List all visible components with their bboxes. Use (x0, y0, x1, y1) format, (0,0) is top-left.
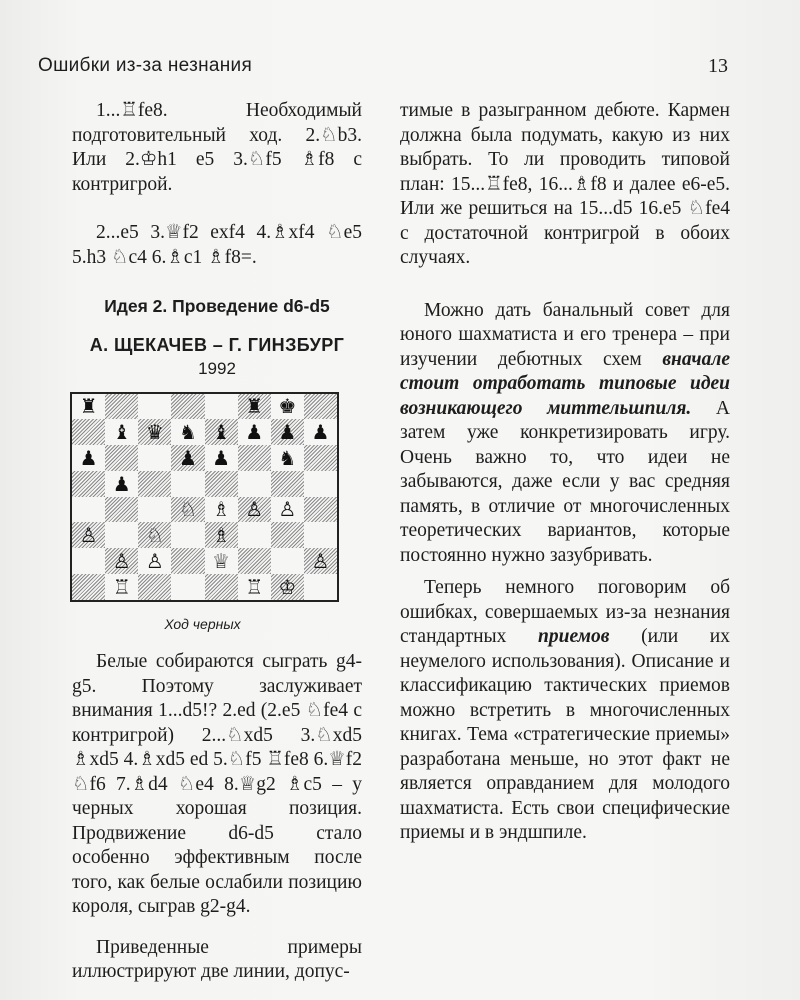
square-f2 (238, 548, 271, 574)
square-d5 (171, 471, 204, 497)
chess-piece: ♖ (245, 574, 264, 599)
advice-text-end: А затем уже конкретизировать игру. Очень важно то, что идеи не забываются, даже если у вас средняя память, в отличие от многочисленных теоретических вариантов, которые постоянно нужно зазубривать. (400, 397, 730, 566)
square-e3 (205, 522, 238, 548)
advice-emphasis: вначале стоит отработать типовые идеи возникающего миттельшпиля. (400, 348, 730, 419)
square-d3 (171, 522, 204, 548)
chess-piece: ♝ (112, 420, 131, 445)
square-f7 (238, 419, 271, 445)
square-e5 (205, 471, 238, 497)
square-b6 (105, 445, 138, 471)
paragraph-move-fe8: 1...♖fe8. Необходимый подготовительный ход. 2.♘b3. Или 2.♔h1 e5 3.♘f5 ♗f8 с контригрой. (72, 100, 362, 195)
square-c3 (138, 522, 171, 548)
paragraph-continuation: тимые в разыгранном дебюте. Кармен должна была подумать, какую из них выбрать. То ли проводить типовой план: 15...♖fe8, 16...♗f8 и далее e6-e5. Или же решиться на 15...d5 16.e5 ♘fe4 с достаточной контригрой в обоих случаях. (400, 100, 730, 268)
square-c7 (138, 419, 171, 445)
errors-emphasis: приемов (538, 626, 610, 647)
chess-piece: ♞ (278, 445, 297, 470)
chess-board (70, 392, 339, 602)
square-b1 (105, 574, 138, 600)
square-b7 (105, 419, 138, 445)
square-e1 (205, 574, 238, 600)
square-e6 (205, 445, 238, 471)
chess-piece: ♙ (278, 497, 297, 522)
square-f6 (238, 445, 271, 471)
square-c5 (138, 471, 171, 497)
square-f8 (238, 394, 271, 420)
chess-piece: ♟ (212, 445, 231, 470)
square-g5 (271, 471, 304, 497)
square-d7 (171, 419, 204, 445)
square-g2 (271, 548, 304, 574)
paragraph-analysis: Белые собираются сыграть g4-g5. Поэтому заслуживает внимания 1...d5!? 2.ed (2.e5 ♘fe4 с контригрой) 2...♘xd5 3.♘xd5 ♗xd5 4.♗xd5 ed 5.♘f5 ♖fe8 6.♕f2 ♘f6 7.♗d4 ♘e4 8.♕g2 ♗c5 – у черных хорошая позиция. Продвижение d6-d5 стало особенно эффективным после того, как белые ослабили позицию короля, сыграв g2-g4. (72, 651, 362, 917)
square-c1 (138, 574, 171, 600)
square-g7 (271, 419, 304, 445)
left-column (72, 99, 362, 985)
square-h3 (304, 522, 337, 548)
square-h7 (304, 419, 337, 445)
square-g8 (271, 394, 304, 420)
chess-piece: ♟ (278, 420, 297, 445)
square-d4 (171, 497, 204, 523)
square-e8 (205, 394, 238, 420)
paragraph-advice (400, 299, 730, 569)
right-column (400, 99, 730, 846)
square-f4 (238, 497, 271, 523)
chess-piece: ♖ (112, 574, 131, 599)
chess-piece: ♘ (178, 497, 197, 522)
square-a5 (72, 471, 105, 497)
square-g1 (271, 574, 304, 600)
errors-text-end: (или их неумелого использования). Описание и классификацию тактических приемов можно встретить в многочисленных книгах. Тема «стратегические приемы» разработана меньше, но этот факт не является оправданием для молодого шахматиста. Есть свои специфические приемы и в эндшпиле. (400, 626, 730, 843)
square-a2 (72, 548, 105, 574)
paragraph-errors (400, 576, 730, 846)
square-f1 (238, 574, 271, 600)
square-a7 (72, 419, 105, 445)
square-a1 (72, 574, 105, 600)
square-d2 (171, 548, 204, 574)
square-e2 (205, 548, 238, 574)
square-c4 (138, 497, 171, 523)
square-a3 (72, 522, 105, 548)
chess-piece: ♜ (245, 394, 264, 419)
square-g6 (271, 445, 304, 471)
square-h4 (304, 497, 337, 523)
paragraph-move-e5: 2...e5 3.♕f2 exf4 4.♗xf4 ♘e5 5.h3 ♘c4 6.♗c1 ♗f8=. (72, 222, 362, 268)
square-a8 (72, 394, 105, 420)
square-a4 (72, 497, 105, 523)
square-h8 (304, 394, 337, 420)
square-d1 (171, 574, 204, 600)
square-c2 (138, 548, 171, 574)
square-f5 (238, 471, 271, 497)
square-b2 (105, 548, 138, 574)
square-c8 (138, 394, 171, 420)
chess-piece: ♔ (278, 574, 297, 599)
square-g3 (271, 522, 304, 548)
idea-heading: Идея 2. Проведение d6-d5 (104, 296, 330, 316)
chess-piece: ♙ (79, 523, 98, 548)
square-b8 (105, 394, 138, 420)
chess-piece: ♟ (245, 420, 264, 445)
chess-piece: ♟ (178, 445, 197, 470)
chess-piece: ♘ (145, 523, 164, 548)
chess-piece: ♗ (212, 497, 231, 522)
square-h6 (304, 445, 337, 471)
chess-piece: ♚ (278, 394, 297, 419)
square-a6 (72, 445, 105, 471)
game-year: 1992 (198, 359, 236, 378)
chess-piece: ♙ (245, 497, 264, 522)
chess-piece: ♕ (212, 548, 231, 573)
paragraph-examples: Приведенные примеры иллюстрируют две линии, допус- (72, 936, 362, 982)
chess-piece: ♜ (79, 394, 98, 419)
chess-piece: ♟ (79, 445, 98, 470)
square-d6 (171, 445, 204, 471)
errors-text-start: Теперь немного поговорим об ошибках, совершаемых из-за незнания стандартных (400, 577, 730, 647)
chess-diagram (70, 392, 362, 637)
square-h2 (304, 548, 337, 574)
chess-piece: ♟ (112, 471, 131, 496)
chess-piece: ♝ (212, 420, 231, 445)
square-c6 (138, 445, 171, 471)
square-b4 (105, 497, 138, 523)
square-d8 (171, 394, 204, 420)
chess-piece: ♟ (311, 420, 330, 445)
square-g4 (271, 497, 304, 523)
diagram-caption: Ход черных (164, 615, 241, 632)
chess-piece: ♗ (212, 523, 231, 548)
square-b5 (105, 471, 138, 497)
square-h1 (304, 574, 337, 600)
chess-piece: ♙ (145, 548, 164, 573)
chess-piece: ♛ (145, 420, 164, 445)
square-h5 (304, 471, 337, 497)
square-b3 (105, 522, 138, 548)
chess-piece: ♙ (311, 548, 330, 573)
square-f3 (238, 522, 271, 548)
square-e4 (205, 497, 238, 523)
running-head: Ошибки из-за незнания (38, 55, 253, 76)
game-players: А. ЩЕКАЧЕВ – Г. ГИНЗБУРГ (89, 334, 345, 355)
square-e7 (205, 419, 238, 445)
page-number: 13 (708, 55, 728, 77)
advice-text-start: Можно дать банальный совет для юного шахматиста и его тренера – при изучении дебютных схем (400, 299, 730, 370)
chess-piece: ♞ (178, 420, 197, 445)
chess-piece: ♙ (112, 548, 131, 573)
